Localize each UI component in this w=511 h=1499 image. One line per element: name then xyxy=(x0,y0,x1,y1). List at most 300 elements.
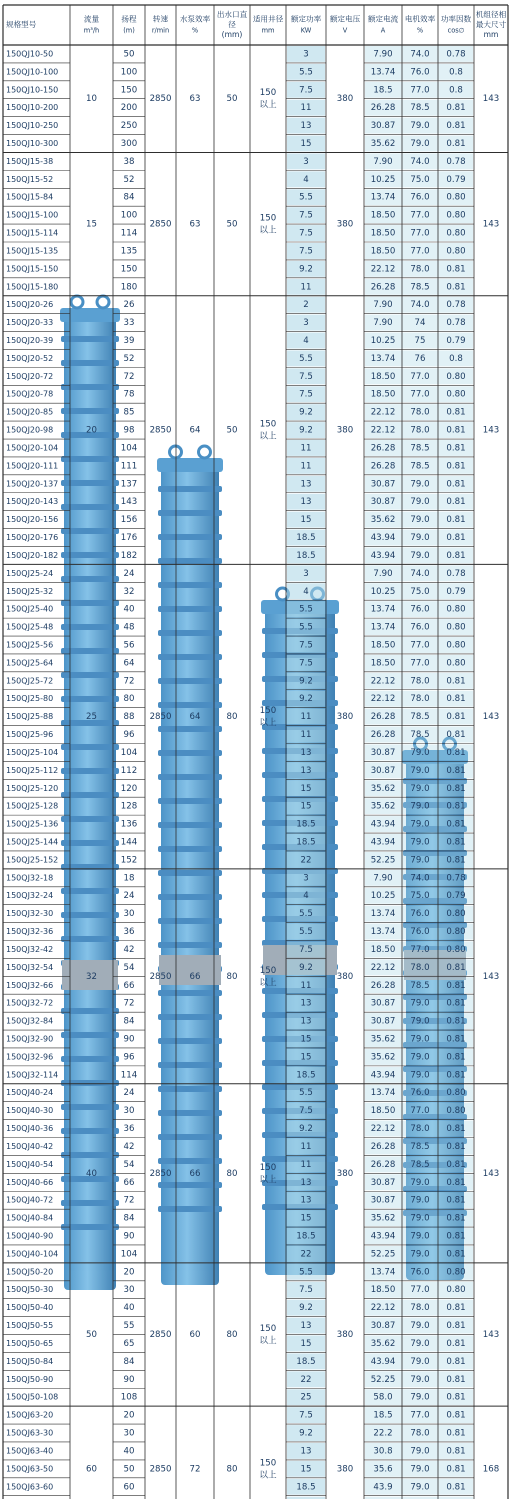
well-diameter-cell: 以上 xyxy=(259,977,277,988)
motor-eff-cell: 79.0 xyxy=(410,819,430,830)
head-cell: 48 xyxy=(123,622,135,633)
header-cell-text: 额定功率 xyxy=(290,14,322,24)
motor-eff-cell: 78.5 xyxy=(410,712,430,723)
model-cell: 150QJ20-33 xyxy=(6,318,54,328)
head-cell: 20 xyxy=(123,1410,135,1421)
power-factor-cell: 0.81 xyxy=(446,1177,466,1188)
current-cell: 22.12 xyxy=(370,676,396,687)
speed-cell: 2850 xyxy=(149,1168,172,1179)
motor-eff-cell: 79.0 xyxy=(410,1392,430,1403)
header-cell-text: 流量 xyxy=(83,14,100,24)
pump-stage-ring xyxy=(158,558,222,564)
motor-eff-cell: 79.0 xyxy=(410,837,430,848)
motor-eff-cell: 78.0 xyxy=(410,407,430,418)
speed-cell: 2850 xyxy=(149,712,172,723)
head-cell: 39 xyxy=(123,336,135,347)
flow-cell: 25 xyxy=(86,712,97,723)
power-cell: 13 xyxy=(300,479,312,490)
current-cell: 18.50 xyxy=(370,210,396,221)
power-cell: 7.5 xyxy=(299,389,313,400)
power-factor-cell: 0.78 xyxy=(446,318,466,329)
power-factor-cell: 0.78 xyxy=(446,156,466,167)
model-cell: 150QJ15-180 xyxy=(6,282,59,292)
model-cell: 150QJ50-40 xyxy=(6,1303,54,1313)
current-cell: 26.28 xyxy=(370,980,396,991)
motor-eff-cell: 78.5 xyxy=(410,730,430,741)
motor-eff-cell: 74.0 xyxy=(410,49,430,60)
pump-stage-ring xyxy=(158,774,222,780)
power-factor-cell: 0.78 xyxy=(446,568,466,579)
max-dimension-cell: 143 xyxy=(482,425,500,436)
power-cell: 15 xyxy=(300,783,312,794)
power-cell: 4 xyxy=(303,174,309,185)
header-cell-text: 水泵效率 xyxy=(179,14,211,24)
current-cell: 18.50 xyxy=(370,1285,396,1296)
model-cell: 150QJ25-48 xyxy=(6,622,54,632)
current-cell: 26.28 xyxy=(370,1159,396,1170)
head-cell: 64 xyxy=(123,658,135,669)
model-cell: 150QJ32-72 xyxy=(6,998,54,1008)
model-cell: 150QJ25-128 xyxy=(6,801,59,811)
pump-stage-ring xyxy=(158,606,222,612)
well-diameter-cell: 150 xyxy=(259,965,277,976)
power-cell: 9.2 xyxy=(299,1124,313,1135)
header-cell-text: mm xyxy=(261,26,275,35)
power-factor-cell: 0.80 xyxy=(446,1267,466,1278)
power-cell: 15 xyxy=(300,1052,312,1063)
power-factor-cell: 0.81 xyxy=(446,1016,466,1027)
motor-eff-cell: 79.0 xyxy=(410,1338,430,1349)
power-factor-cell: 0.79 xyxy=(446,336,466,347)
pump-head xyxy=(60,308,120,322)
model-cell: 150QJ15-100 xyxy=(6,210,59,220)
motor-eff-cell: 79.0 xyxy=(410,1464,430,1475)
speed-cell: 2850 xyxy=(149,971,172,982)
power-cell: 5.5 xyxy=(299,1088,313,1099)
voltage-cell: 380 xyxy=(336,971,354,982)
power-cell: 9.2 xyxy=(299,962,313,973)
motor-eff-cell: 77.0 xyxy=(410,1285,430,1296)
current-cell: 18.50 xyxy=(370,371,396,382)
well-diameter-cell: 150 xyxy=(259,1324,277,1335)
power-factor-cell: 0.81 xyxy=(446,1231,466,1242)
model-cell: 150QJ32-18 xyxy=(6,873,54,883)
current-cell: 18.50 xyxy=(370,389,396,400)
max-dimension-cell: 143 xyxy=(482,712,500,723)
current-cell: 43.9 xyxy=(373,1482,393,1493)
power-factor-cell: 0.81 xyxy=(446,1482,466,1493)
power-cell: 9.2 xyxy=(299,425,313,436)
model-cell: 150QJ50-20 xyxy=(6,1267,54,1277)
model-cell: 150QJ63-30 xyxy=(6,1428,54,1438)
model-cell: 150QJ40-36 xyxy=(6,1124,54,1134)
power-cell: 2 xyxy=(303,300,309,311)
current-cell: 7.90 xyxy=(373,49,393,60)
well-diameter-cell: 150 xyxy=(259,1458,277,1469)
pump-eff-cell: 63 xyxy=(189,219,201,230)
outlet-cell: 50 xyxy=(226,94,238,105)
model-cell: 150QJ10-100 xyxy=(6,67,59,77)
model-cell: 150QJ40-90 xyxy=(6,1231,54,1241)
motor-eff-cell: 77.0 xyxy=(410,389,430,400)
head-cell: 143 xyxy=(120,497,138,508)
header-cell-text: 适用井径 xyxy=(252,14,284,24)
header-cell-text: % xyxy=(416,26,424,35)
model-cell: 150QJ20-137 xyxy=(6,479,59,489)
head-cell: 100 xyxy=(120,210,138,221)
model-cell: 150QJ40-104 xyxy=(6,1249,59,1259)
current-cell: 26.28 xyxy=(370,730,396,741)
current-cell: 22.12 xyxy=(370,407,396,418)
header-cell-text: 额定电压 xyxy=(329,14,361,24)
power-factor-cell: 0.81 xyxy=(446,694,466,705)
head-cell: 96 xyxy=(123,1052,135,1063)
power-cell: 5.5 xyxy=(299,67,313,78)
motor-eff-cell: 75.0 xyxy=(410,586,430,597)
motor-eff-cell: 78.0 xyxy=(410,1428,430,1439)
motor-eff-cell: 79.0 xyxy=(410,1374,430,1385)
motor-eff-cell: 74.0 xyxy=(410,873,430,884)
power-cell: 9.2 xyxy=(299,1428,313,1439)
head-cell: 104 xyxy=(120,443,138,454)
pump-eff-cell: 72 xyxy=(189,1464,201,1475)
current-cell: 22.12 xyxy=(370,264,396,275)
motor-eff-cell: 79.0 xyxy=(410,1249,430,1260)
current-cell: 13.74 xyxy=(370,192,396,203)
pump-stage-ring xyxy=(158,702,222,708)
power-factor-cell: 0.81 xyxy=(446,962,466,973)
power-cell: 13 xyxy=(300,497,312,508)
power-factor-cell: 0.81 xyxy=(446,139,466,150)
speed-cell: 2850 xyxy=(149,425,172,436)
motor-eff-cell: 78.0 xyxy=(410,425,430,436)
header-cell-text: KW xyxy=(300,26,312,35)
pump-stage-ring xyxy=(158,1038,222,1044)
head-cell: 111 xyxy=(120,461,138,472)
current-cell: 10.25 xyxy=(370,174,396,185)
flow-cell: 20 xyxy=(86,425,97,436)
power-cell: 13 xyxy=(300,1195,312,1206)
power-cell: 3 xyxy=(303,873,309,884)
power-cell: 11 xyxy=(300,443,312,454)
model-cell: 150QJ20-111 xyxy=(6,461,59,471)
head-cell: 80 xyxy=(123,694,135,705)
power-factor-cell: 0.80 xyxy=(446,210,466,221)
power-factor-cell: 0.80 xyxy=(446,1088,466,1099)
head-cell: 55 xyxy=(123,1321,135,1332)
head-cell: 42 xyxy=(123,944,135,955)
pump-stage-ring xyxy=(158,846,222,852)
current-cell: 30.87 xyxy=(370,747,396,758)
power-cell: 5.5 xyxy=(299,927,313,938)
head-cell: 72 xyxy=(123,371,135,382)
motor-eff-cell: 78.5 xyxy=(410,443,430,454)
head-cell: 24 xyxy=(123,891,135,902)
motor-eff-cell: 75.0 xyxy=(410,891,430,902)
model-cell: 150QJ20-85 xyxy=(6,407,54,417)
current-cell: 18.5 xyxy=(373,1410,393,1421)
head-cell: 152 xyxy=(120,855,138,866)
power-cell: 7.5 xyxy=(299,1285,313,1296)
motor-eff-cell: 75.0 xyxy=(410,174,430,185)
model-cell: 150QJ40-84 xyxy=(6,1213,54,1223)
current-cell: 18.5 xyxy=(373,85,393,96)
head-cell: 90 xyxy=(123,1231,135,1242)
head-cell: 36 xyxy=(123,927,135,938)
power-cell: 7.5 xyxy=(299,210,313,221)
current-cell: 13.74 xyxy=(370,622,396,633)
outlet-cell: 80 xyxy=(226,712,238,723)
model-cell: 150QJ50-84 xyxy=(6,1356,54,1366)
well-diameter-cell: 以上 xyxy=(259,1336,277,1347)
head-cell: 56 xyxy=(123,640,135,651)
current-cell: 43.94 xyxy=(370,550,396,561)
header-cell-text: 额定电流 xyxy=(367,14,399,24)
head-cell: 182 xyxy=(120,550,138,561)
power-factor-cell: 0.81 xyxy=(446,121,466,132)
current-cell: 7.90 xyxy=(373,318,393,329)
motor-eff-cell: 78.0 xyxy=(410,1303,430,1314)
motor-eff-cell: 79.0 xyxy=(410,801,430,812)
power-cell: 5.5 xyxy=(299,909,313,920)
head-cell: 18 xyxy=(123,873,135,884)
power-cell: 5.5 xyxy=(299,192,313,203)
header-cell-text: r/min xyxy=(151,26,170,35)
head-cell: 136 xyxy=(120,819,138,830)
head-cell: 200 xyxy=(120,103,138,114)
pump-eff-cell: 60 xyxy=(189,1330,201,1341)
model-cell: 150QJ63-20 xyxy=(6,1410,54,1420)
power-cell: 22 xyxy=(300,855,312,866)
pump-stage-ring xyxy=(158,822,222,828)
power-cell: 11 xyxy=(300,282,312,293)
well-diameter-cell: 以上 xyxy=(259,100,277,111)
motor-eff-cell: 76.0 xyxy=(410,909,430,920)
power-factor-cell: 0.81 xyxy=(446,515,466,526)
model-cell: 150QJ25-120 xyxy=(6,783,59,793)
power-factor-cell: 0.81 xyxy=(446,103,466,114)
model-cell: 150QJ15-38 xyxy=(6,156,54,166)
well-diameter-cell: 以上 xyxy=(259,1174,277,1185)
current-cell: 22.12 xyxy=(370,962,396,973)
current-cell: 43.94 xyxy=(370,1070,396,1081)
power-factor-cell: 0.78 xyxy=(446,49,466,60)
power-factor-cell: 0.81 xyxy=(446,1195,466,1206)
model-cell: 150QJ32-96 xyxy=(6,1052,54,1062)
max-dimension-cell: 168 xyxy=(482,1464,500,1475)
model-cell: 150QJ15-150 xyxy=(6,264,59,274)
model-cell: 150QJ15-135 xyxy=(6,246,59,256)
power-cell: 18.5 xyxy=(296,533,316,544)
power-factor-cell: 0.78 xyxy=(446,300,466,311)
power-factor-cell: 0.81 xyxy=(446,461,466,472)
head-cell: 180 xyxy=(120,282,138,293)
pump-photo-large xyxy=(60,296,120,1290)
power-cell: 13 xyxy=(300,747,312,758)
header-cell-text: 扬程 xyxy=(121,14,137,24)
power-cell: 13 xyxy=(300,765,312,776)
power-cell: 5.5 xyxy=(299,604,313,615)
voltage-cell: 380 xyxy=(336,94,354,105)
head-cell: 100 xyxy=(120,67,138,78)
model-cell: 150QJ20-182 xyxy=(6,550,59,560)
current-cell: 43.94 xyxy=(370,533,396,544)
power-factor-cell: 0.81 xyxy=(446,819,466,830)
model-cell: 150QJ40-24 xyxy=(6,1088,54,1098)
voltage-cell: 380 xyxy=(336,1330,354,1341)
pump-stage-ring xyxy=(158,1110,222,1116)
header-cell-text: 机组径相 xyxy=(475,10,507,19)
power-cell: 5.5 xyxy=(299,353,313,364)
power-cell: 15 xyxy=(300,1034,312,1045)
head-cell: 135 xyxy=(120,246,138,257)
well-diameter-cell: 以上 xyxy=(259,431,277,442)
current-cell: 22.12 xyxy=(370,694,396,705)
head-cell: 112 xyxy=(120,765,138,776)
current-cell: 30.87 xyxy=(370,765,396,776)
model-cell: 150QJ32-84 xyxy=(6,1016,54,1026)
power-factor-cell: 0.79 xyxy=(446,174,466,185)
current-cell: 22.2 xyxy=(373,1428,393,1439)
power-factor-cell: 0.81 xyxy=(446,497,466,508)
head-cell: 42 xyxy=(123,1141,135,1152)
motor-eff-cell: 76.0 xyxy=(410,1088,430,1099)
header-cell-text: 功率因数 xyxy=(440,14,472,24)
power-factor-cell: 0.81 xyxy=(446,1392,466,1403)
power-cell: 9.2 xyxy=(299,407,313,418)
pump-stage-ring xyxy=(158,942,222,948)
model-cell: 150QJ32-54 xyxy=(6,962,54,972)
current-cell: 35.62 xyxy=(370,1052,396,1063)
power-cell: 13 xyxy=(300,1446,312,1457)
motor-eff-cell: 79.0 xyxy=(410,855,430,866)
model-cell: 150QJ32-90 xyxy=(6,1034,54,1044)
motor-eff-cell: 77.0 xyxy=(410,944,430,955)
motor-eff-cell: 77.0 xyxy=(410,1410,430,1421)
voltage-cell: 380 xyxy=(336,425,354,436)
head-cell: 84 xyxy=(123,192,135,203)
pump-stage-ring xyxy=(158,1086,222,1092)
power-factor-cell: 0.80 xyxy=(446,604,466,615)
power-cell: 4 xyxy=(303,891,309,902)
model-cell: 150QJ40-66 xyxy=(6,1177,54,1187)
power-factor-cell: 0.80 xyxy=(446,192,466,203)
power-factor-cell: 0.81 xyxy=(446,550,466,561)
flow-cell: 32 xyxy=(86,971,97,982)
head-cell: 96 xyxy=(123,730,135,741)
power-cell: 3 xyxy=(303,49,309,60)
power-cell: 3 xyxy=(303,156,309,167)
motor-eff-cell: 79.0 xyxy=(410,1034,430,1045)
current-cell: 26.28 xyxy=(370,1141,396,1152)
head-cell: 30 xyxy=(123,1285,135,1296)
power-cell: 9.2 xyxy=(299,264,313,275)
pump-stage-ring xyxy=(158,1158,222,1164)
power-factor-cell: 0.81 xyxy=(446,407,466,418)
power-factor-cell: 0.81 xyxy=(446,282,466,293)
current-cell: 13.74 xyxy=(370,353,396,364)
well-diameter-cell: 150 xyxy=(259,213,277,224)
header-cell-text: 规格型号 xyxy=(6,20,37,29)
power-factor-cell: 0.81 xyxy=(446,533,466,544)
power-factor-cell: 0.80 xyxy=(446,909,466,920)
header-cell-text: cos∅ xyxy=(447,26,465,35)
well-diameter-cell: 以上 xyxy=(259,1470,277,1481)
power-factor-cell: 0.81 xyxy=(446,425,466,436)
head-cell: 84 xyxy=(123,1213,135,1224)
model-cell: 150QJ32-30 xyxy=(6,909,54,919)
power-factor-cell: 0.81 xyxy=(446,712,466,723)
model-cell: 150QJ15-52 xyxy=(6,174,54,184)
model-cell: 150QJ25-32 xyxy=(6,586,54,596)
head-cell: 150 xyxy=(120,264,138,275)
power-cell: 7.5 xyxy=(299,944,313,955)
current-cell: 30.87 xyxy=(370,479,396,490)
current-cell: 7.90 xyxy=(373,156,393,167)
head-cell: 156 xyxy=(120,515,138,526)
head-cell: 54 xyxy=(123,1159,135,1170)
power-factor-cell: 0.81 xyxy=(446,1141,466,1152)
model-cell: 150QJ50-90 xyxy=(6,1374,54,1384)
current-cell: 18.50 xyxy=(370,1106,396,1117)
model-cell: 150QJ63-50 xyxy=(6,1464,54,1474)
power-cell: 15 xyxy=(300,1338,312,1349)
current-cell: 26.28 xyxy=(370,282,396,293)
current-cell: 52.25 xyxy=(370,855,396,866)
model-cell: 150QJ32-42 xyxy=(6,944,54,954)
pump-stage-ring xyxy=(158,534,222,540)
current-cell: 30.87 xyxy=(370,1016,396,1027)
current-cell: 7.90 xyxy=(373,300,393,311)
current-cell: 35.62 xyxy=(370,139,396,150)
power-cell: 4 xyxy=(303,586,309,597)
power-factor-cell: 0.81 xyxy=(446,855,466,866)
flow-cell: 10 xyxy=(86,94,97,105)
head-cell: 144 xyxy=(120,837,138,848)
power-factor-cell: 0.79 xyxy=(446,891,466,902)
current-cell: 13.74 xyxy=(370,604,396,615)
power-cell: 9.2 xyxy=(299,694,313,705)
speed-cell: 2850 xyxy=(149,1464,172,1475)
power-factor-cell: 0.80 xyxy=(446,944,466,955)
model-cell: 150QJ40-54 xyxy=(6,1159,54,1169)
motor-eff-cell: 79.0 xyxy=(410,479,430,490)
current-cell: 13.74 xyxy=(370,1088,396,1099)
motor-eff-cell: 76.0 xyxy=(410,192,430,203)
power-factor-cell: 0.81 xyxy=(446,730,466,741)
head-cell: 85 xyxy=(123,407,135,418)
power-factor-cell: 0.81 xyxy=(446,1070,466,1081)
power-cell: 18.5 xyxy=(296,1356,316,1367)
model-cell: 150QJ20-104 xyxy=(6,443,59,453)
motor-eff-cell: 74.0 xyxy=(410,568,430,579)
outlet-cell: 80 xyxy=(226,1168,238,1179)
current-cell: 30.8 xyxy=(373,1446,393,1457)
flow-cell: 50 xyxy=(86,1330,97,1341)
motor-eff-cell: 79.0 xyxy=(410,1177,430,1188)
model-cell: 150QJ50-108 xyxy=(6,1392,59,1402)
model-cell: 150QJ25-80 xyxy=(6,694,54,704)
motor-eff-cell: 79.0 xyxy=(410,1070,430,1081)
pump-stage-ring xyxy=(158,654,222,660)
power-cell: 7.5 xyxy=(299,658,313,669)
model-cell: 150QJ10-200 xyxy=(6,103,59,113)
motor-eff-cell: 79.0 xyxy=(410,1016,430,1027)
power-factor-cell: 0.81 xyxy=(446,801,466,812)
power-factor-cell: 0.81 xyxy=(446,479,466,490)
head-cell: 40 xyxy=(123,1303,135,1314)
motor-eff-cell: 77.0 xyxy=(410,640,430,651)
